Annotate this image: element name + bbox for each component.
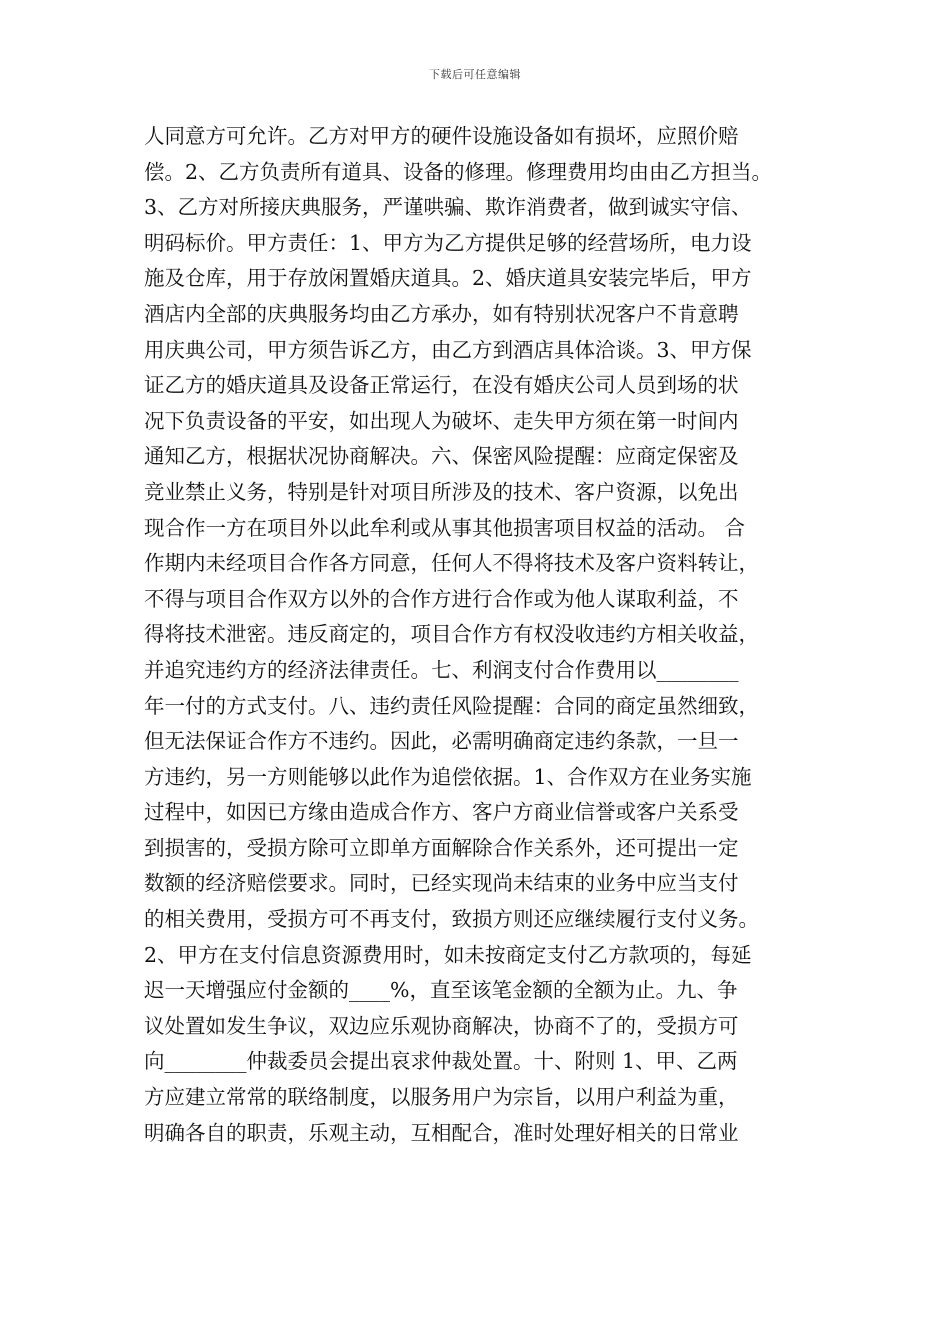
text-line: 议处置如发生争议，双边应乐观协商解决，协商不了的，受损方可 (144, 1013, 739, 1038)
text-line: 现合作一方在项目外以此牟利或从事其他损害项目权益的活动。 合 (144, 515, 746, 540)
text-line: 迟一天增强应付金额的____%，直至该笔金额的全额为止。九、争 (144, 978, 738, 1003)
text-line: 数额的经济赔偿要求。同时，已经实现尚未结束的业务中应当支付 (144, 871, 739, 896)
text-line: 施及仓库，用于存放闲置婚庆道具。2、婚庆道具安装完毕后，甲方 (144, 266, 752, 291)
text-line: 2、甲方在支付信息资源费用时，如未按商定支付乙方款项的，每延 (144, 942, 752, 967)
text-line: 证乙方的婚庆道具及设备正常运行，在没有婚庆公司人员到场的状 (144, 373, 739, 398)
text-line: 酒店内全部的庆典服务均由乙方承办，如有特别状况客户不肯意聘 (144, 301, 739, 326)
text-line: 通知乙方，根据状况协商解决。六、保密风险提醒：应商定保密及 (144, 444, 739, 469)
text-line: 并追究违约方的经济法律责任。七、利润支付合作费用以________ (144, 657, 739, 682)
page-header: 下载后可任意编辑 (429, 68, 521, 81)
text-line: 但无法保证合作方不违约。因此，必需明确商定违约条款，一旦一 (144, 729, 739, 754)
text-line: 得将技术泄密。违反商定的，项目合作方有权没收违约方相关收益， (144, 622, 759, 647)
text-line: 竞业禁止义务，特别是针对项目所涉及的技术、客户资源，以免出 (144, 479, 739, 504)
text-line: 方违约，另一方则能够以此作为追偿依据。1、合作双方在业务实施 (144, 764, 752, 789)
text-line: 偿。2、乙方负责所有道具、设备的修理。修理费用均由由乙方担当。 (144, 159, 773, 184)
text-line: 作期内未经项目合作各方同意，任何人不得将技术及客户资料转让， (144, 551, 759, 576)
text-line: 况下负责设备的平安，如出现人为破坏、走失甲方须在第一时间内 (144, 408, 739, 433)
text-line: 人同意方可允许。乙方对甲方的硬件设施设备如有损坏，应照价赔 (144, 124, 739, 148)
text-line: 明码标价。甲方责任：1、甲方为乙方提供足够的经营场所，电力设 (144, 230, 752, 255)
text-line: 向________仲裁委员会提出哀求仲裁处置。十、附则 1、甲、乙两 (144, 1049, 738, 1074)
text-line: 明确各自的职责，乐观主动，互相配合，准时处理好相关的日常业 (144, 1120, 739, 1145)
text-line: 3、乙方对所接庆典服务，严谨哄骗、欺诈消费者，做到诚实守信、 (144, 195, 752, 220)
text-line: 的相关费用，受损方可不再支付，致损方则还应继续履行支付义务。 (144, 907, 759, 932)
text-line: 方应建立常常的联络制度，以服务用户为宗旨，以用户利益为重， (144, 1085, 739, 1110)
body-text (144, 119, 824, 1151)
text-line: 用庆典公司，甲方须告诉乙方，由乙方到酒店具体洽谈。3、甲方保 (144, 337, 752, 362)
text-line: 过程中，如因已方缘由造成合作方、客户方商业信誉或客户关系受 (144, 800, 739, 825)
text-line: 到损害的，受损方除可立即单方面解除合作关系外，还可提出一定 (144, 835, 739, 860)
text-line: 年一付的方式支付。八、违约责任风险提醒：合同的商定虽然细致， (144, 693, 759, 718)
text-line: 不得与项目合作双方以外的合作方进行合作或为他人谋取利益，不 (144, 586, 739, 611)
